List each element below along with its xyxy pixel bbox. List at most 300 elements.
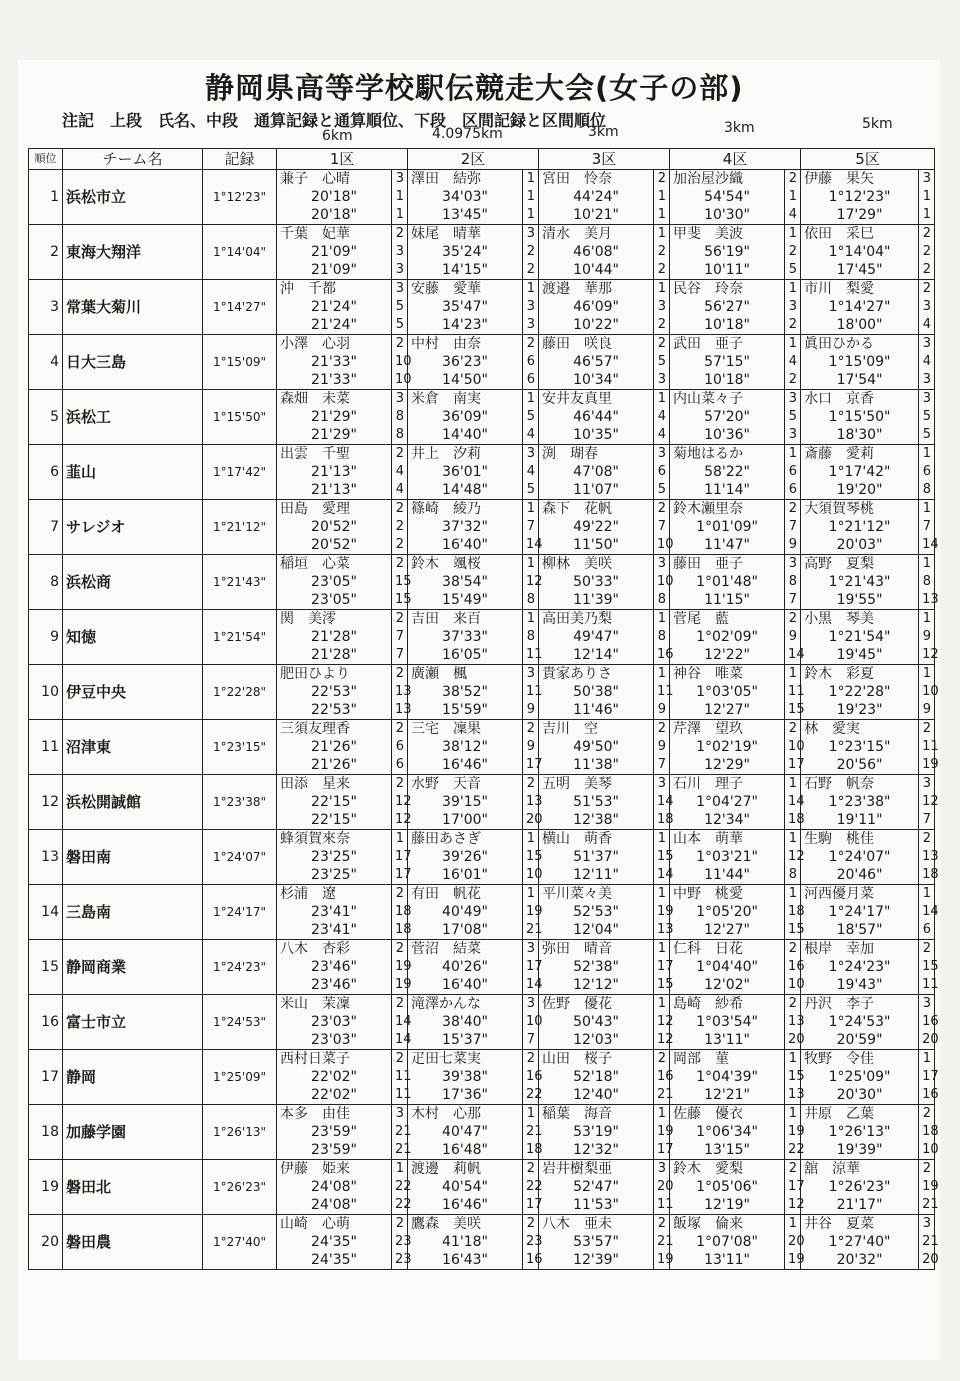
cumulative-rank: 3 — [392, 243, 408, 261]
team-record: 1°23'38" — [203, 775, 277, 830]
runner-grade: 2 — [919, 940, 935, 959]
cumulative-rank: 11 — [523, 683, 539, 701]
runner-name: 生駒 桃佳 — [801, 830, 919, 849]
leg-time: 17'29" — [801, 206, 919, 225]
leg-time: 12'19" — [670, 1196, 785, 1215]
leg-rank: 10 — [654, 536, 670, 555]
header-leg5: 5区 — [801, 149, 935, 170]
runner-name: 森下 花帆 — [539, 500, 654, 519]
leg-time: 16'46" — [408, 756, 523, 775]
runner-name: 内山菜々子 — [670, 390, 785, 409]
leg-time: 16'40" — [408, 536, 523, 555]
runner-grade: 2 — [785, 610, 801, 629]
leg-rank: 5 — [523, 481, 539, 500]
team-record: 1°22'28" — [203, 665, 277, 720]
cumulative-rank: 16 — [654, 1068, 670, 1086]
runner-name: 藤田 咲良 — [539, 335, 654, 354]
leg-time: 12'04" — [539, 921, 654, 940]
cumulative-time: 1°21'54" — [801, 628, 919, 646]
leg-time: 12'03" — [539, 1031, 654, 1050]
cumulative-rank: 14 — [392, 1013, 408, 1031]
cumulative-rank: 2 — [654, 243, 670, 261]
team-record: 1°21'43" — [203, 555, 277, 610]
cumulative-time: 20'52" — [277, 518, 392, 536]
runner-grade: 2 — [523, 775, 539, 794]
cumulative-rank: 4 — [785, 353, 801, 371]
runner-grade: 2 — [392, 555, 408, 574]
cumulative-rank: 6 — [654, 463, 670, 481]
leg-rank: 22 — [785, 1141, 801, 1160]
runner-grade: 1 — [654, 225, 670, 244]
runner-name: 田添 星来 — [277, 775, 392, 794]
leg-rank: 15 — [785, 921, 801, 940]
team-name: サレジオ — [63, 500, 203, 555]
leg-rank: 15 — [785, 701, 801, 720]
cumulative-time: 21'26" — [277, 738, 392, 756]
leg-time: 19'23" — [801, 701, 919, 720]
leg-rank: 13 — [785, 1086, 801, 1105]
team-record: 1°26'23" — [203, 1160, 277, 1215]
cumulative-rank: 7 — [919, 518, 935, 536]
runner-grade: 2 — [523, 335, 539, 354]
cumulative-time: 50'38" — [539, 683, 654, 701]
runner-name: 鈴木 颯桜 — [408, 555, 523, 574]
leg-time: 14'23" — [408, 316, 523, 335]
leg-time: 21'13" — [277, 481, 392, 500]
team-record: 1°14'27" — [203, 280, 277, 335]
leg-rank: 11 — [654, 1196, 670, 1215]
leg-rank: 5 — [392, 316, 408, 335]
cumulative-time: 1°01'48" — [670, 573, 785, 591]
runner-grade: 3 — [654, 445, 670, 464]
cumulative-time: 52'38" — [539, 958, 654, 976]
runner-grade: 2 — [654, 1050, 670, 1069]
cumulative-time: 54'54" — [670, 188, 785, 206]
leg-rank: 13 — [919, 591, 935, 610]
leg-time: 10'30" — [670, 206, 785, 225]
cumulative-time: 38'54" — [408, 573, 523, 591]
leg-time: 11'44" — [670, 866, 785, 885]
team-record: 1°24'23" — [203, 940, 277, 995]
runner-name: 石野 帆奈 — [801, 775, 919, 794]
leg-rank: 9 — [919, 701, 935, 720]
leg-time: 13'11" — [670, 1031, 785, 1050]
runner-grade: 2 — [392, 720, 408, 739]
cumulative-rank: 18 — [392, 903, 408, 921]
runner-name: 芹澤 望玖 — [670, 720, 785, 739]
cumulative-time: 1°24'07" — [801, 848, 919, 866]
leg-rank: 16 — [919, 1086, 935, 1105]
cumulative-time: 58'22" — [670, 463, 785, 481]
runner-name: 丹沢 李子 — [801, 995, 919, 1014]
team-rank: 1 — [29, 170, 63, 225]
leg-time: 10'36" — [670, 426, 785, 445]
runner-name: 清水 美月 — [539, 225, 654, 244]
cumulative-time: 22'15" — [277, 793, 392, 811]
leg-rank: 17 — [523, 756, 539, 775]
cumulative-rank: 17 — [392, 848, 408, 866]
leg-time: 12'12" — [539, 976, 654, 995]
cumulative-rank: 13 — [523, 793, 539, 811]
runner-grade: 2 — [654, 720, 670, 739]
cumulative-time: 39'26" — [408, 848, 523, 866]
runner-grade: 3 — [919, 390, 935, 409]
leg-rank: 17 — [785, 756, 801, 775]
runner-grade: 2 — [654, 170, 670, 189]
runner-name: 兼子 心晴 — [277, 170, 392, 189]
leg-time: 15'37" — [408, 1031, 523, 1050]
cumulative-rank: 17 — [919, 1068, 935, 1086]
runner-name: 水口 京香 — [801, 390, 919, 409]
cumulative-time: 1°04'39" — [670, 1068, 785, 1086]
runner-name: 疋田七菜実 — [408, 1050, 523, 1069]
runner-row — [29, 280, 935, 299]
runner-name: 関 美澪 — [277, 610, 392, 629]
leg-rank: 8 — [392, 426, 408, 445]
cumulative-rank: 6 — [785, 463, 801, 481]
cumulative-rank: 7 — [523, 518, 539, 536]
cumulative-rank: 19 — [523, 903, 539, 921]
leg-rank: 14 — [392, 1031, 408, 1050]
cumulative-rank: 1 — [785, 188, 801, 206]
leg-time: 14'48" — [408, 481, 523, 500]
cumulative-time: 20'18" — [277, 188, 392, 206]
runner-grade: 2 — [392, 445, 408, 464]
runner-grade: 2 — [654, 1215, 670, 1234]
runner-grade: 1 — [785, 830, 801, 849]
cumulative-rank: 5 — [654, 353, 670, 371]
leg-time: 23'46" — [277, 976, 392, 995]
cumulative-time: 1°26'13" — [801, 1123, 919, 1141]
runner-grade: 1 — [919, 1050, 935, 1069]
leg-rank: 2 — [392, 536, 408, 555]
runner-grade: 1 — [392, 1160, 408, 1179]
runner-name: 米倉 南実 — [408, 390, 523, 409]
cumulative-time: 46'44" — [539, 408, 654, 426]
team-rank: 4 — [29, 335, 63, 390]
runner-name: 牧野 令佳 — [801, 1050, 919, 1069]
runner-name: 滝澤かんな — [408, 995, 523, 1014]
cumulative-time: 49'50" — [539, 738, 654, 756]
leg-rank: 21 — [523, 921, 539, 940]
cumulative-rank: 10 — [654, 573, 670, 591]
leg-rank: 14 — [919, 536, 935, 555]
team-name: 日大三島 — [63, 335, 203, 390]
leg-time: 11'53" — [539, 1196, 654, 1215]
leg-time: 19'11" — [801, 811, 919, 830]
runner-row — [29, 610, 935, 629]
cumulative-rank: 20 — [785, 1233, 801, 1251]
cumulative-rank: 15 — [392, 573, 408, 591]
cumulative-time: 1°15'50" — [801, 408, 919, 426]
cumulative-rank: 17 — [523, 958, 539, 976]
cumulative-rank: 19 — [392, 958, 408, 976]
leg-time: 24'08" — [277, 1196, 392, 1215]
leg-rank: 18 — [523, 1141, 539, 1160]
runner-grade: 2 — [919, 720, 935, 739]
leg-time: 18'30" — [801, 426, 919, 445]
runner-name: 弥田 晴音 — [539, 940, 654, 959]
leg-rank: 13 — [392, 701, 408, 720]
cumulative-time: 1°14'27" — [801, 298, 919, 316]
runner-name: 飯塚 倫来 — [670, 1215, 785, 1234]
cumulative-time: 36'23" — [408, 353, 523, 371]
runner-name: 稲葉 海音 — [539, 1105, 654, 1124]
cumulative-rank: 15 — [919, 958, 935, 976]
cumulative-time: 1°22'28" — [801, 683, 919, 701]
cumulative-time: 53'19" — [539, 1123, 654, 1141]
cumulative-time: 1°04'40" — [670, 958, 785, 976]
runner-grade: 2 — [785, 1160, 801, 1179]
cumulative-time: 22'02" — [277, 1068, 392, 1086]
leg-time: 17'45" — [801, 261, 919, 280]
header-leg1: 1区 — [277, 149, 408, 170]
leg-time: 12'14" — [539, 646, 654, 665]
runner-name: 市川 梨愛 — [801, 280, 919, 299]
runner-name: 斎藤 愛莉 — [801, 445, 919, 464]
runner-grade: 1 — [654, 610, 670, 629]
runner-name: 小黒 琴美 — [801, 610, 919, 629]
runner-grade: 2 — [392, 1050, 408, 1069]
leg-time: 16'48" — [408, 1141, 523, 1160]
leg-rank: 2 — [654, 316, 670, 335]
leg-rank: 23 — [392, 1251, 408, 1270]
runner-name: 出雲 千聖 — [277, 445, 392, 464]
leg-time: 21'33" — [277, 371, 392, 390]
team-rank: 17 — [29, 1050, 63, 1105]
runner-grade: 3 — [654, 775, 670, 794]
cumulative-rank: 12 — [523, 573, 539, 591]
leg-time: 22'15" — [277, 811, 392, 830]
leg-rank: 13 — [654, 921, 670, 940]
runner-row — [29, 885, 935, 904]
leg-rank: 6 — [392, 756, 408, 775]
leg-rank: 16 — [523, 1251, 539, 1270]
runner-name: 岩井樹梨亜 — [539, 1160, 654, 1179]
leg-rank: 4 — [392, 481, 408, 500]
runner-name: 菅沼 結菜 — [408, 940, 523, 959]
cumulative-time: 1°03'21" — [670, 848, 785, 866]
runner-name: 井原 乙葉 — [801, 1105, 919, 1124]
runner-name: 藤田あさぎ — [408, 830, 523, 849]
team-rank: 10 — [29, 665, 63, 720]
runner-grade: 2 — [785, 500, 801, 519]
leg-rank: 20 — [919, 1031, 935, 1050]
team-name: 三島南 — [63, 885, 203, 940]
cumulative-time: 57'15" — [670, 353, 785, 371]
cumulative-time: 23'03" — [277, 1013, 392, 1031]
runner-row — [29, 445, 935, 464]
runner-row — [29, 170, 935, 189]
leg2-distance: 4.0975km — [432, 126, 503, 142]
runner-grade: 2 — [392, 335, 408, 354]
leg-rank: 8 — [523, 591, 539, 610]
leg-rank: 2 — [785, 316, 801, 335]
leg-rank: 21 — [919, 1196, 935, 1215]
runner-row — [29, 1050, 935, 1069]
leg-time: 23'59" — [277, 1141, 392, 1160]
cumulative-rank: 21 — [919, 1233, 935, 1251]
leg-time: 23'05" — [277, 591, 392, 610]
leg-rank: 6 — [523, 371, 539, 390]
leg-rank: 18 — [654, 811, 670, 830]
leg-time: 17'08" — [408, 921, 523, 940]
team-name: 浜松市立 — [63, 170, 203, 225]
runner-name: 菊地はるか — [670, 445, 785, 464]
runner-grade: 2 — [392, 940, 408, 959]
cumulative-rank: 13 — [392, 683, 408, 701]
cumulative-rank: 14 — [785, 793, 801, 811]
cumulative-rank: 3 — [654, 298, 670, 316]
leg-time: 10'44" — [539, 261, 654, 280]
leg-rank: 7 — [523, 1031, 539, 1050]
runner-name: 藤田 亜子 — [670, 555, 785, 574]
runner-name: 渡邊 莉帆 — [408, 1160, 523, 1179]
leg-rank: 20 — [919, 1251, 935, 1270]
runner-grade: 1 — [392, 830, 408, 849]
leg-rank: 11 — [392, 1086, 408, 1105]
team-record: 1°15'50" — [203, 390, 277, 445]
header-record: 記録 — [203, 149, 277, 170]
runner-name: 蜂須賀來奈 — [277, 830, 392, 849]
leg-rank: 6 — [919, 921, 935, 940]
runner-name: 水野 天音 — [408, 775, 523, 794]
runner-name: 石川 理子 — [670, 775, 785, 794]
cumulative-time: 1°05'06" — [670, 1178, 785, 1196]
leg-rank: 14 — [654, 866, 670, 885]
leg-rank: 10 — [523, 866, 539, 885]
runner-name: 島崎 紗希 — [670, 995, 785, 1014]
cumulative-rank: 6 — [523, 353, 539, 371]
cumulative-time: 46'57" — [539, 353, 654, 371]
runner-grade: 1 — [523, 390, 539, 409]
runner-grade: 2 — [392, 225, 408, 244]
runner-row — [29, 225, 935, 244]
runner-grade: 1 — [523, 830, 539, 849]
leg-rank: 4 — [654, 426, 670, 445]
leg-time: 18'00" — [801, 316, 919, 335]
cumulative-time: 21'09" — [277, 243, 392, 261]
team-record: 1°21'54" — [203, 610, 277, 665]
leg-time: 14'15" — [408, 261, 523, 280]
cumulative-rank: 6 — [392, 738, 408, 756]
cumulative-time: 23'59" — [277, 1123, 392, 1141]
runner-name: 山田 桜子 — [539, 1050, 654, 1069]
cumulative-rank: 21 — [654, 1233, 670, 1251]
cumulative-rank: 21 — [523, 1123, 539, 1141]
leg-rank: 3 — [654, 371, 670, 390]
header-rank: 順位 — [29, 149, 63, 170]
leg-rank: 19 — [392, 976, 408, 995]
cumulative-time: 23'05" — [277, 573, 392, 591]
cumulative-rank: 4 — [523, 463, 539, 481]
team-name: 伊豆中央 — [63, 665, 203, 720]
leg-time: 10'34" — [539, 371, 654, 390]
runner-grade: 1 — [523, 500, 539, 519]
runner-grade: 2 — [919, 830, 935, 849]
runner-row — [29, 1160, 935, 1179]
leg-rank: 14 — [523, 536, 539, 555]
runner-grade: 3 — [654, 555, 670, 574]
leg-time: 13'11" — [670, 1251, 785, 1270]
leg5-distance: 5km — [862, 116, 893, 132]
runner-grade: 2 — [392, 500, 408, 519]
cumulative-rank: 8 — [654, 628, 670, 646]
runner-grade: 3 — [919, 775, 935, 794]
team-name: 東海大翔洋 — [63, 225, 203, 280]
runner-name: 森畑 未菜 — [277, 390, 392, 409]
team-rank: 9 — [29, 610, 63, 665]
runner-grade: 1 — [523, 280, 539, 299]
team-record: 1°23'15" — [203, 720, 277, 775]
leg-time: 11'15" — [670, 591, 785, 610]
cumulative-time: 49'47" — [539, 628, 654, 646]
leg-time: 17'36" — [408, 1086, 523, 1105]
runner-grade: 1 — [523, 610, 539, 629]
leg-time: 16'05" — [408, 646, 523, 665]
team-record: 1°24'17" — [203, 885, 277, 940]
runner-grade: 2 — [785, 940, 801, 959]
runner-grade: 1 — [785, 1215, 801, 1234]
runner-grade: 2 — [919, 1160, 935, 1179]
runner-grade: 2 — [919, 1105, 935, 1124]
cumulative-time: 36'09" — [408, 408, 523, 426]
leg-time: 11'38" — [539, 756, 654, 775]
leg-time: 19'43" — [801, 976, 919, 995]
leg-rank: 12 — [785, 1196, 801, 1215]
cumulative-rank: 17 — [654, 958, 670, 976]
cumulative-rank: 19 — [654, 903, 670, 921]
runner-grade: 1 — [785, 1105, 801, 1124]
runner-name: 伊藤 姫来 — [277, 1160, 392, 1179]
runner-name: 木村 心那 — [408, 1105, 523, 1124]
cumulative-time: 51'37" — [539, 848, 654, 866]
team-record: 1°14'04" — [203, 225, 277, 280]
runner-row — [29, 940, 935, 959]
leg-rank: 2 — [523, 261, 539, 280]
cumulative-time: 1°24'23" — [801, 958, 919, 976]
team-record: 1°15'09" — [203, 335, 277, 390]
header-row — [29, 149, 935, 170]
runner-name: 田島 愛理 — [277, 500, 392, 519]
runner-grade: 3 — [654, 1160, 670, 1179]
cumulative-rank: 1 — [919, 188, 935, 206]
cumulative-time: 1°23'15" — [801, 738, 919, 756]
cumulative-time: 46'09" — [539, 298, 654, 316]
team-name: 静岡 — [63, 1050, 203, 1105]
runner-grade: 3 — [523, 940, 539, 959]
runner-grade: 3 — [523, 665, 539, 684]
runner-name: 横山 萌香 — [539, 830, 654, 849]
runner-name: 仁科 日花 — [670, 940, 785, 959]
leg-rank: 5 — [785, 261, 801, 280]
cumulative-time: 39'15" — [408, 793, 523, 811]
runner-grade: 1 — [654, 885, 670, 904]
leg-rank: 2 — [919, 261, 935, 280]
leg-rank: 7 — [654, 756, 670, 775]
runner-grade: 1 — [785, 225, 801, 244]
cumulative-time: 1°12'23" — [801, 188, 919, 206]
runner-grade: 2 — [523, 1215, 539, 1234]
cumulative-rank: 4 — [392, 463, 408, 481]
runner-name: 依田 采巳 — [801, 225, 919, 244]
runner-grade: 2 — [392, 775, 408, 794]
team-record: 1°26'13" — [203, 1105, 277, 1160]
leg-time: 12'21" — [670, 1086, 785, 1105]
team-name: 知徳 — [63, 610, 203, 665]
cumulative-rank: 18 — [919, 1123, 935, 1141]
leg3-distance: 3km — [588, 124, 619, 140]
